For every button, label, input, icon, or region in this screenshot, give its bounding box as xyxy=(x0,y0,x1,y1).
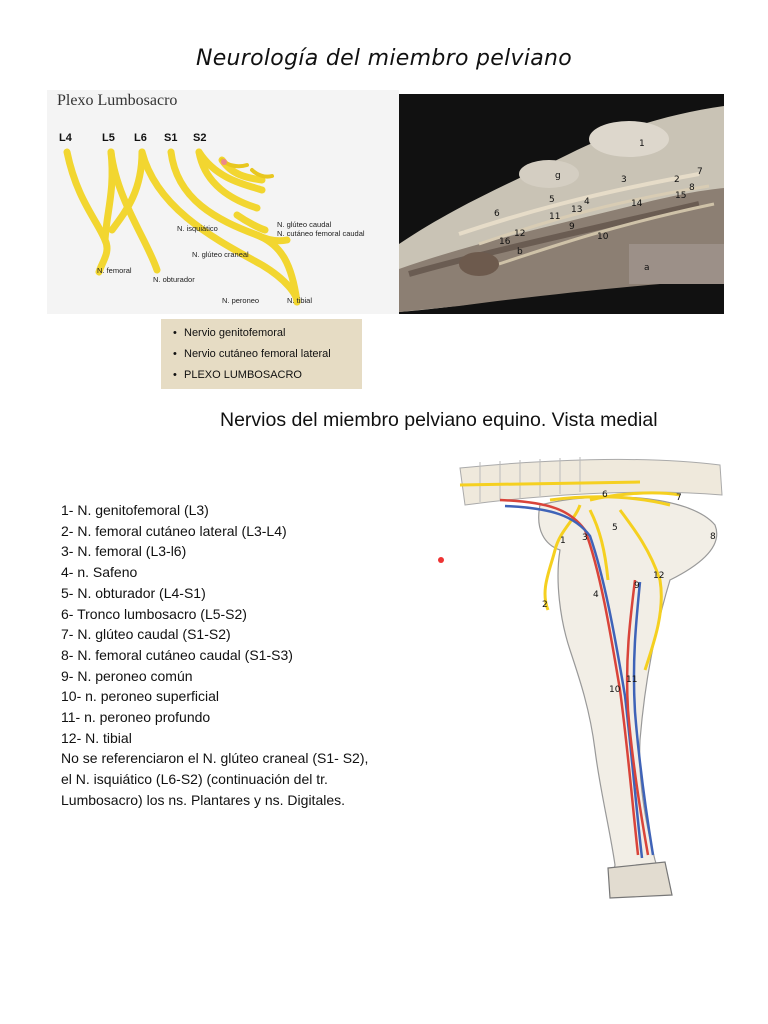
photo-label-a: a xyxy=(644,263,650,273)
dissection-photo xyxy=(399,94,724,314)
photo-label-g: g xyxy=(555,171,561,181)
nerve-list-item: 11- n. peroneo profundo xyxy=(61,709,211,726)
nerve-list-item: 2- N. femoral cutáneo lateral (L3-L4) xyxy=(61,522,287,539)
section-heading: Nervios del miembro pelviano equino. Vista medial xyxy=(220,409,658,431)
photo-label-5: 5 xyxy=(549,195,555,205)
nerve-list-item: 10- n. peroneo superficial xyxy=(61,688,219,705)
root-label-s1: S1 xyxy=(164,132,178,144)
note-item: • Nervio cutáneo femoral lateral xyxy=(173,344,362,365)
root-label-l6: L6 xyxy=(134,132,147,144)
nerve-list-item: 12- N. tibial xyxy=(61,729,132,746)
leg-label-3: 3 xyxy=(582,533,588,543)
photo-label-15: 15 xyxy=(675,191,687,201)
leg-label-12: 12 xyxy=(653,571,665,581)
label-n-cutaneo-femoral-caudal: N. cutáneo femoral caudal xyxy=(277,229,365,238)
leg-label-5: 5 xyxy=(612,523,618,533)
note-box xyxy=(161,319,362,389)
nerve-list-note: Lumbosacro) los ns. Plantares y ns. Digitales. xyxy=(61,791,346,808)
label-n-obturador: N. obturador xyxy=(153,275,195,284)
photo-label-3: 3 xyxy=(621,175,627,185)
leg-label-10: 10 xyxy=(609,685,621,695)
photo-label-11: 11 xyxy=(549,212,561,222)
leg-label-9: 9 xyxy=(634,581,640,591)
page-title: Neurología del miembro pelviano xyxy=(195,46,573,71)
diagram-title: Plexo Lumbosacro xyxy=(57,92,178,109)
label-n-gluteo-craneal: N. glúteo craneal xyxy=(192,250,249,259)
note-item: • PLEXO LUMBOSACRO xyxy=(173,365,362,386)
photo-label-2: 2 xyxy=(674,175,680,185)
root-label-l5: L5 xyxy=(102,132,115,144)
leg-label-7: 7 xyxy=(676,493,682,503)
leg-label-11: 11 xyxy=(626,675,638,685)
nerve-list-item: 4- n. Safeno xyxy=(61,564,138,581)
root-label-l4: L4 xyxy=(59,132,72,144)
label-n-gluteo-caudal: N. glúteo caudal xyxy=(277,220,332,229)
photo-label-1: 1 xyxy=(639,139,645,149)
nerve-list-item: 7- N. glúteo caudal (S1-S2) xyxy=(61,626,231,643)
photo-label-9: 9 xyxy=(569,222,575,232)
label-n-peroneo: N. peroneo xyxy=(222,296,260,305)
label-n-femoral: N. femoral xyxy=(97,266,132,275)
photo-label-14: 14 xyxy=(631,199,643,209)
nerve-list-item: 3- N. femoral (L3-l6) xyxy=(61,543,187,560)
nerve-list-note: No se referenciaron el N. glúteo craneal (S1- S2), xyxy=(61,750,369,767)
photo-label-12: 12 xyxy=(514,229,526,239)
nerve-list-item: 9- N. peroneo común xyxy=(61,667,193,684)
photo-label-10: 10 xyxy=(597,232,609,242)
plexus-nerve-drawing xyxy=(47,90,399,314)
nerve-list-item: 5- N. obturador (L4-S1) xyxy=(61,584,206,601)
nerve-list-item: 8- N. femoral cutáneo caudal (S1-S3) xyxy=(61,646,293,663)
photo-label-4: 4 xyxy=(584,197,590,207)
root-label-s2: S2 xyxy=(193,132,207,144)
photo-label-b: b xyxy=(517,247,523,257)
nerve-list xyxy=(61,500,431,811)
photo-label-16: 16 xyxy=(499,237,511,247)
photo-label-7: 7 xyxy=(697,167,703,177)
label-n-tibial: N. tibial xyxy=(287,296,313,305)
leg-label-1: 1 xyxy=(560,536,566,546)
photo-label-6: 6 xyxy=(494,209,500,219)
nerve-list-item: 1- N. genitofemoral (L3) xyxy=(61,502,209,518)
photo-label-8: 8 xyxy=(689,183,695,193)
leg-label-4: 4 xyxy=(593,590,599,600)
label-n-isquiatico: N. isquiático xyxy=(177,224,218,233)
nerve-list-note: el N. isquiático (L6-S2) (continuación del tr. xyxy=(61,771,328,788)
plexus-diagram xyxy=(47,90,399,314)
leg-label-2: 2 xyxy=(542,600,548,610)
note-item: • Nervio genitofemoral xyxy=(173,323,362,344)
leg-illustration xyxy=(440,450,740,900)
nerve-list-item: 6- Tronco lumbosacro (L5-S2) xyxy=(61,605,247,622)
leg-label-6: 6 xyxy=(602,490,608,500)
leg-label-8: 8 xyxy=(710,532,716,542)
photo-label-13: 13 xyxy=(571,205,583,215)
